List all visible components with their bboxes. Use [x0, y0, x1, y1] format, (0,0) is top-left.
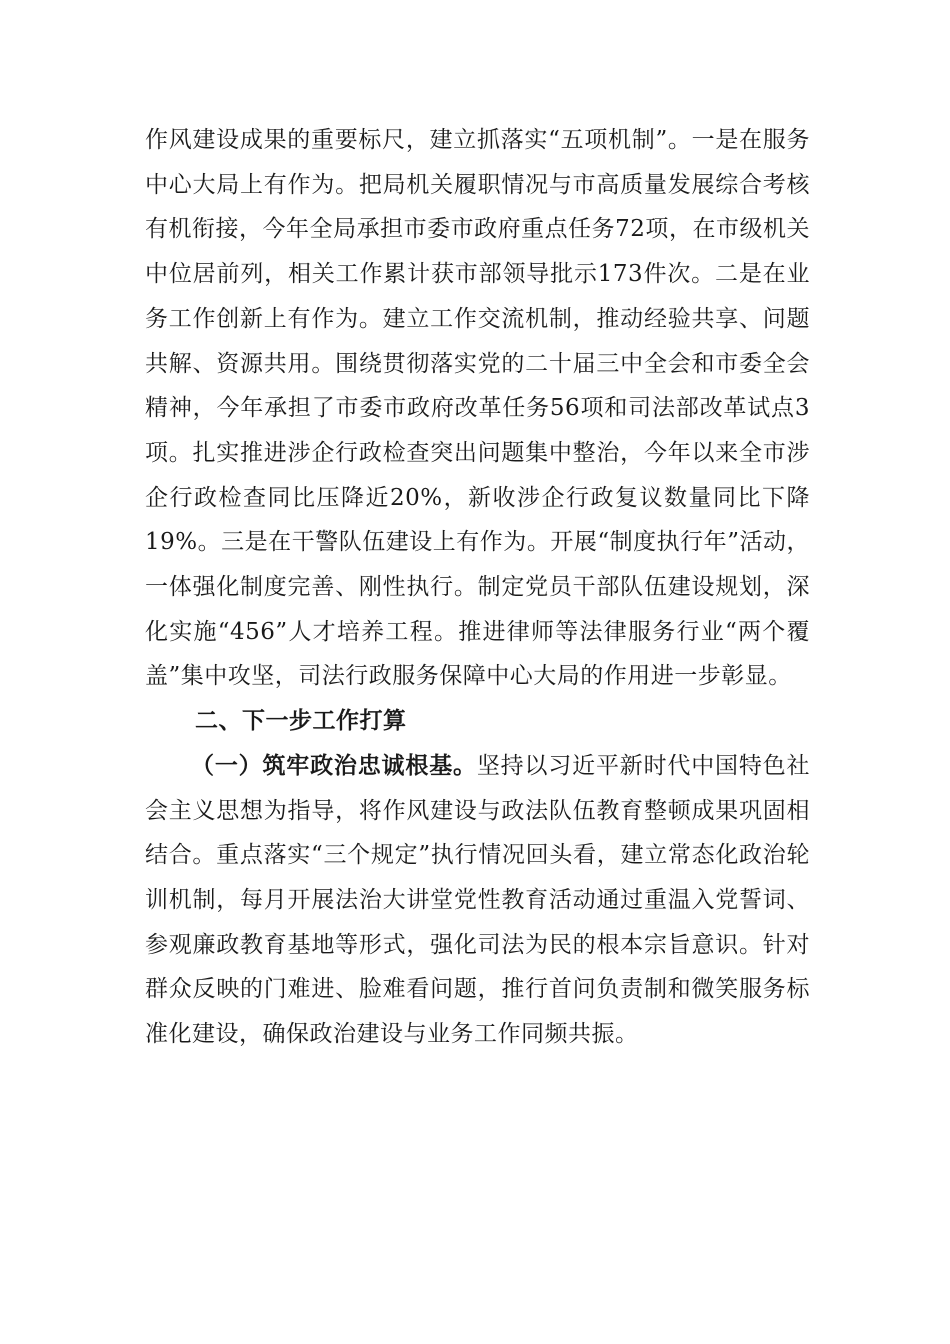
document-body — [145, 118, 810, 1057]
paragraph-work-mechanisms: 作风建设成果的重要标尺，建立抓落实“五项机制”。一是在服务中心大局上有作为。把局机关履职情况与市高质量发展综合考核有机衔接，今年全局承担市委市政府重点任务72项，在市级机关中位居前列，相关工作累计获市部领导批示173件次。二是在业务工作创新上有作为。建立工作交流机制，推动经验共享、问题共解、资源共用。围绕贯彻落实党的二十届三中全会和市委全会精神，今年承担了市委市政府改革任务56项和司法部改革试点3项。扎实推进涉企行政检查突出问题集中整治，今年以来全市涉企行政检查同比压降近20%，新收涉企行政复议数量同比下降19%。三是在干警队伍建设上有作为。开展“制度执行年”活动，一体强化制度完善、刚性执行。制定党员干部队伍建设规划，深化实施“456”人才培养工程。推进律师等法律服务行业“两个覆盖”集中攻坚，司法行政服务保障中心大局的作用进一步彰显。 — [145, 127, 810, 690]
section-heading-next-steps: 二、下一步工作打算 — [195, 708, 407, 735]
paragraph-political-loyalty — [145, 744, 810, 1057]
paragraph-body-text: 坚持以习近平新时代中国特色社会主义思想为指导，将作风建设与政法队伍教育整顿成果巩固相结合。重点落实“三个规定”执行情况回头看，建立常态化政治轮训机制，每月开展法治大讲堂党性教育活动通过重温入党誓词、参观廉政教育基地等形式，强化司法为民的根本宗旨意识。针对群众反映的门难进、脸难看问题，推行首问负责制和微笑服务标准化建设，确保政治建设与业务工作同频共振。 — [145, 752, 811, 1048]
paragraph-lead-title: （一）筑牢政治忠诚根基。 — [191, 752, 477, 779]
